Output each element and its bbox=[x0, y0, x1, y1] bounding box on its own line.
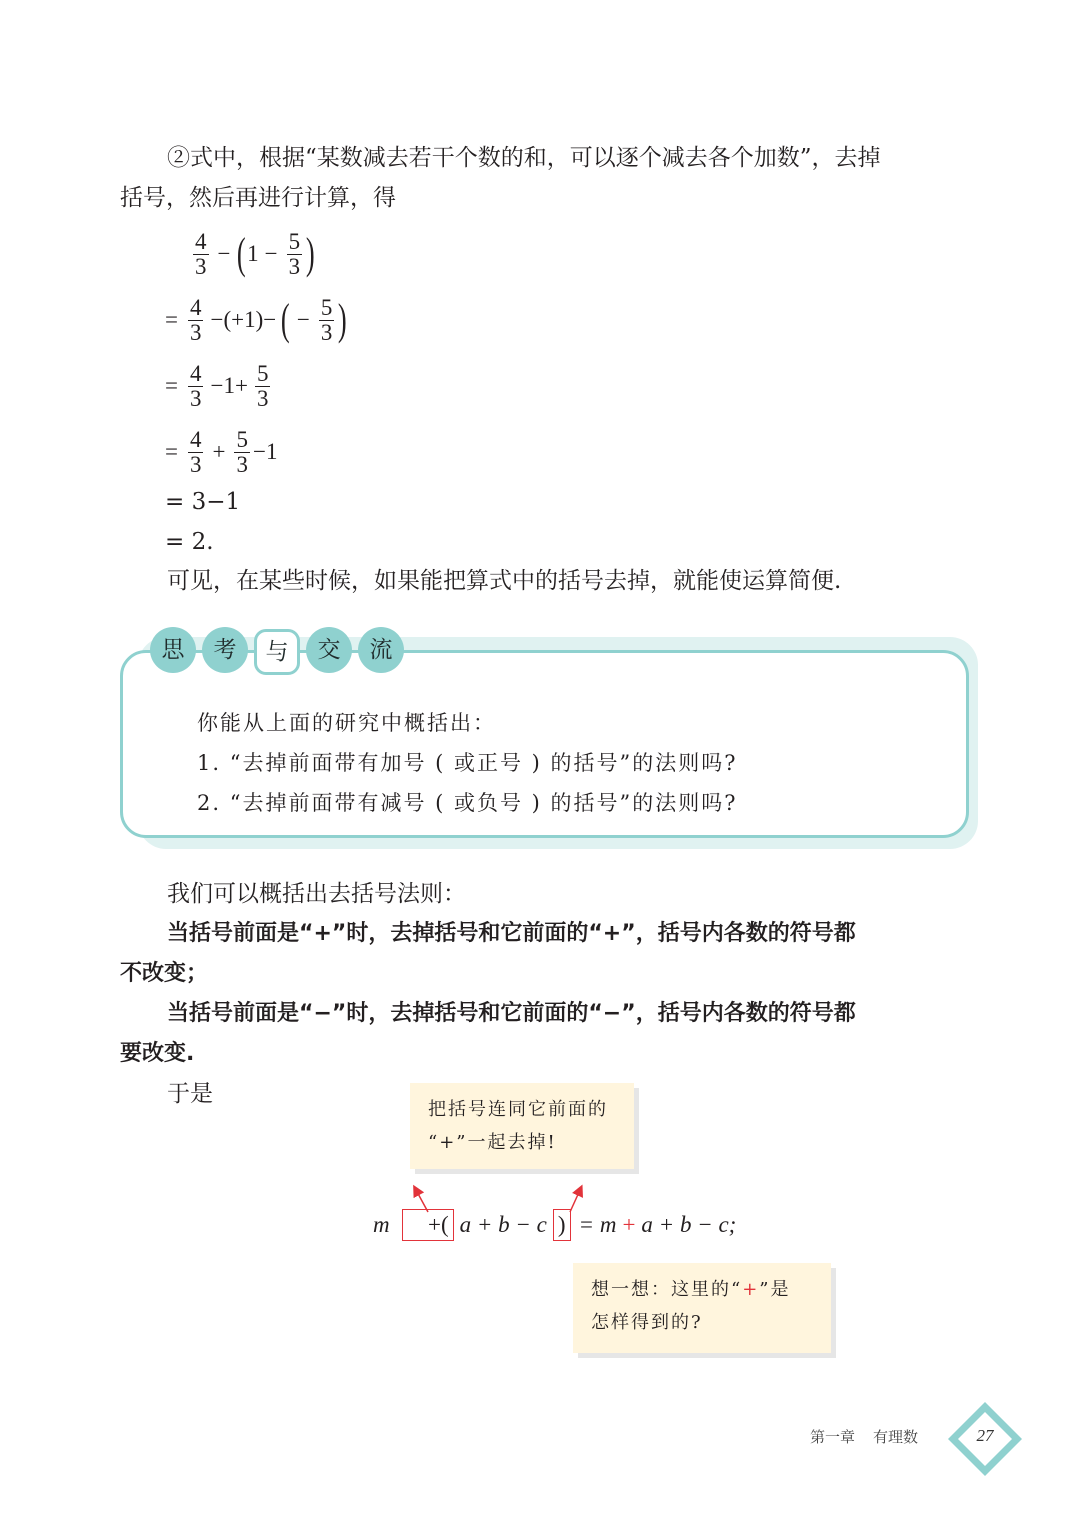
chapter-label: 第一章 有理数 bbox=[810, 1428, 919, 1446]
note-remove-parens: 把括号连同它前面的 “+”一起去掉! bbox=[410, 1083, 634, 1169]
calc-line-5: = 3−1 bbox=[165, 489, 241, 515]
plus-paren-box: +( bbox=[402, 1209, 454, 1241]
think-intro: 你能从上面的研究中概括出： bbox=[197, 711, 496, 735]
fraction: $\frac{4}{3}$ bbox=[189, 294, 202, 345]
think-tag-2: 考 bbox=[202, 627, 248, 673]
fraction: $\frac{5}{3}$ bbox=[236, 426, 248, 477]
think-question-2: 2. “去掉前面带有减号 ( 或负号 ) 的括号”的法则吗? bbox=[197, 791, 738, 815]
rule-intro: 我们可以概括出去括号法则： bbox=[167, 881, 466, 907]
think-tag-3: 与 bbox=[254, 629, 300, 675]
calc-line-4: = $\frac{4}{3}$ + $\frac{5}{3}$ −1 bbox=[165, 426, 278, 477]
formula: m +( a + b − c ) = m + a + b − c; bbox=[373, 1208, 736, 1242]
think-question-1: 1. “去掉前面带有加号 ( 或正号 ) 的括号”的法则吗? bbox=[197, 751, 738, 775]
fraction: $\frac{5}{3}$ bbox=[256, 360, 269, 411]
conclusion: 可见，在某些时候，如果能把算式中的括号去掉，就能使运算简便. bbox=[167, 568, 842, 594]
rule-so: 于是 bbox=[167, 1081, 213, 1107]
think-tag-1: 思 bbox=[150, 627, 196, 673]
page-number: 27 bbox=[976, 1426, 994, 1445]
fraction: $\frac{4}{3}$ bbox=[195, 228, 207, 279]
rule-1-line1: 当括号前面是“+”时，去掉括号和它前面的“+”，括号内各数的符号都 bbox=[167, 921, 856, 946]
calc-line-6: = 2. bbox=[165, 529, 214, 555]
note-think: 想一想：这里的“+”是 怎样得到的? bbox=[573, 1263, 831, 1353]
calc-line-3: = $\frac{4}{3}$ −1+ $\frac{5}{3}$ bbox=[165, 360, 269, 411]
rule-2-line1: 当括号前面是“−”时，去掉括号和它前面的“−”，括号内各数的符号都 bbox=[167, 1001, 856, 1026]
fraction: $\frac{5}{3}$ bbox=[320, 294, 333, 345]
calc-line-1: $\frac{4}{3}$ − ( 1 − $\frac{5}{3}$ ) bbox=[195, 228, 315, 279]
highlighted-plus: + bbox=[622, 1212, 636, 1237]
rule-2-line2: 要改变. bbox=[120, 1041, 195, 1066]
para1-line2: 括号，然后再进行计算，得 bbox=[120, 185, 396, 211]
para1-line1: ②式中，根据“某数减去若干个数的和，可以逐个减去各个加数”，去掉 bbox=[167, 145, 881, 171]
fraction: $\frac{4}{3}$ bbox=[189, 360, 202, 411]
calc-line-2: = $\frac{4}{3}$ −(+1)− ( − $\frac{5}{3}$ ) bbox=[165, 294, 348, 345]
rule-1-line2: 不改变； bbox=[120, 961, 209, 986]
think-tag-4: 交 bbox=[306, 627, 352, 673]
close-paren-box: ) bbox=[553, 1209, 571, 1241]
fraction: $\frac{4}{3}$ bbox=[189, 426, 202, 477]
fraction: $\frac{5}{3}$ bbox=[288, 228, 301, 279]
think-tag-5: 流 bbox=[358, 627, 404, 673]
